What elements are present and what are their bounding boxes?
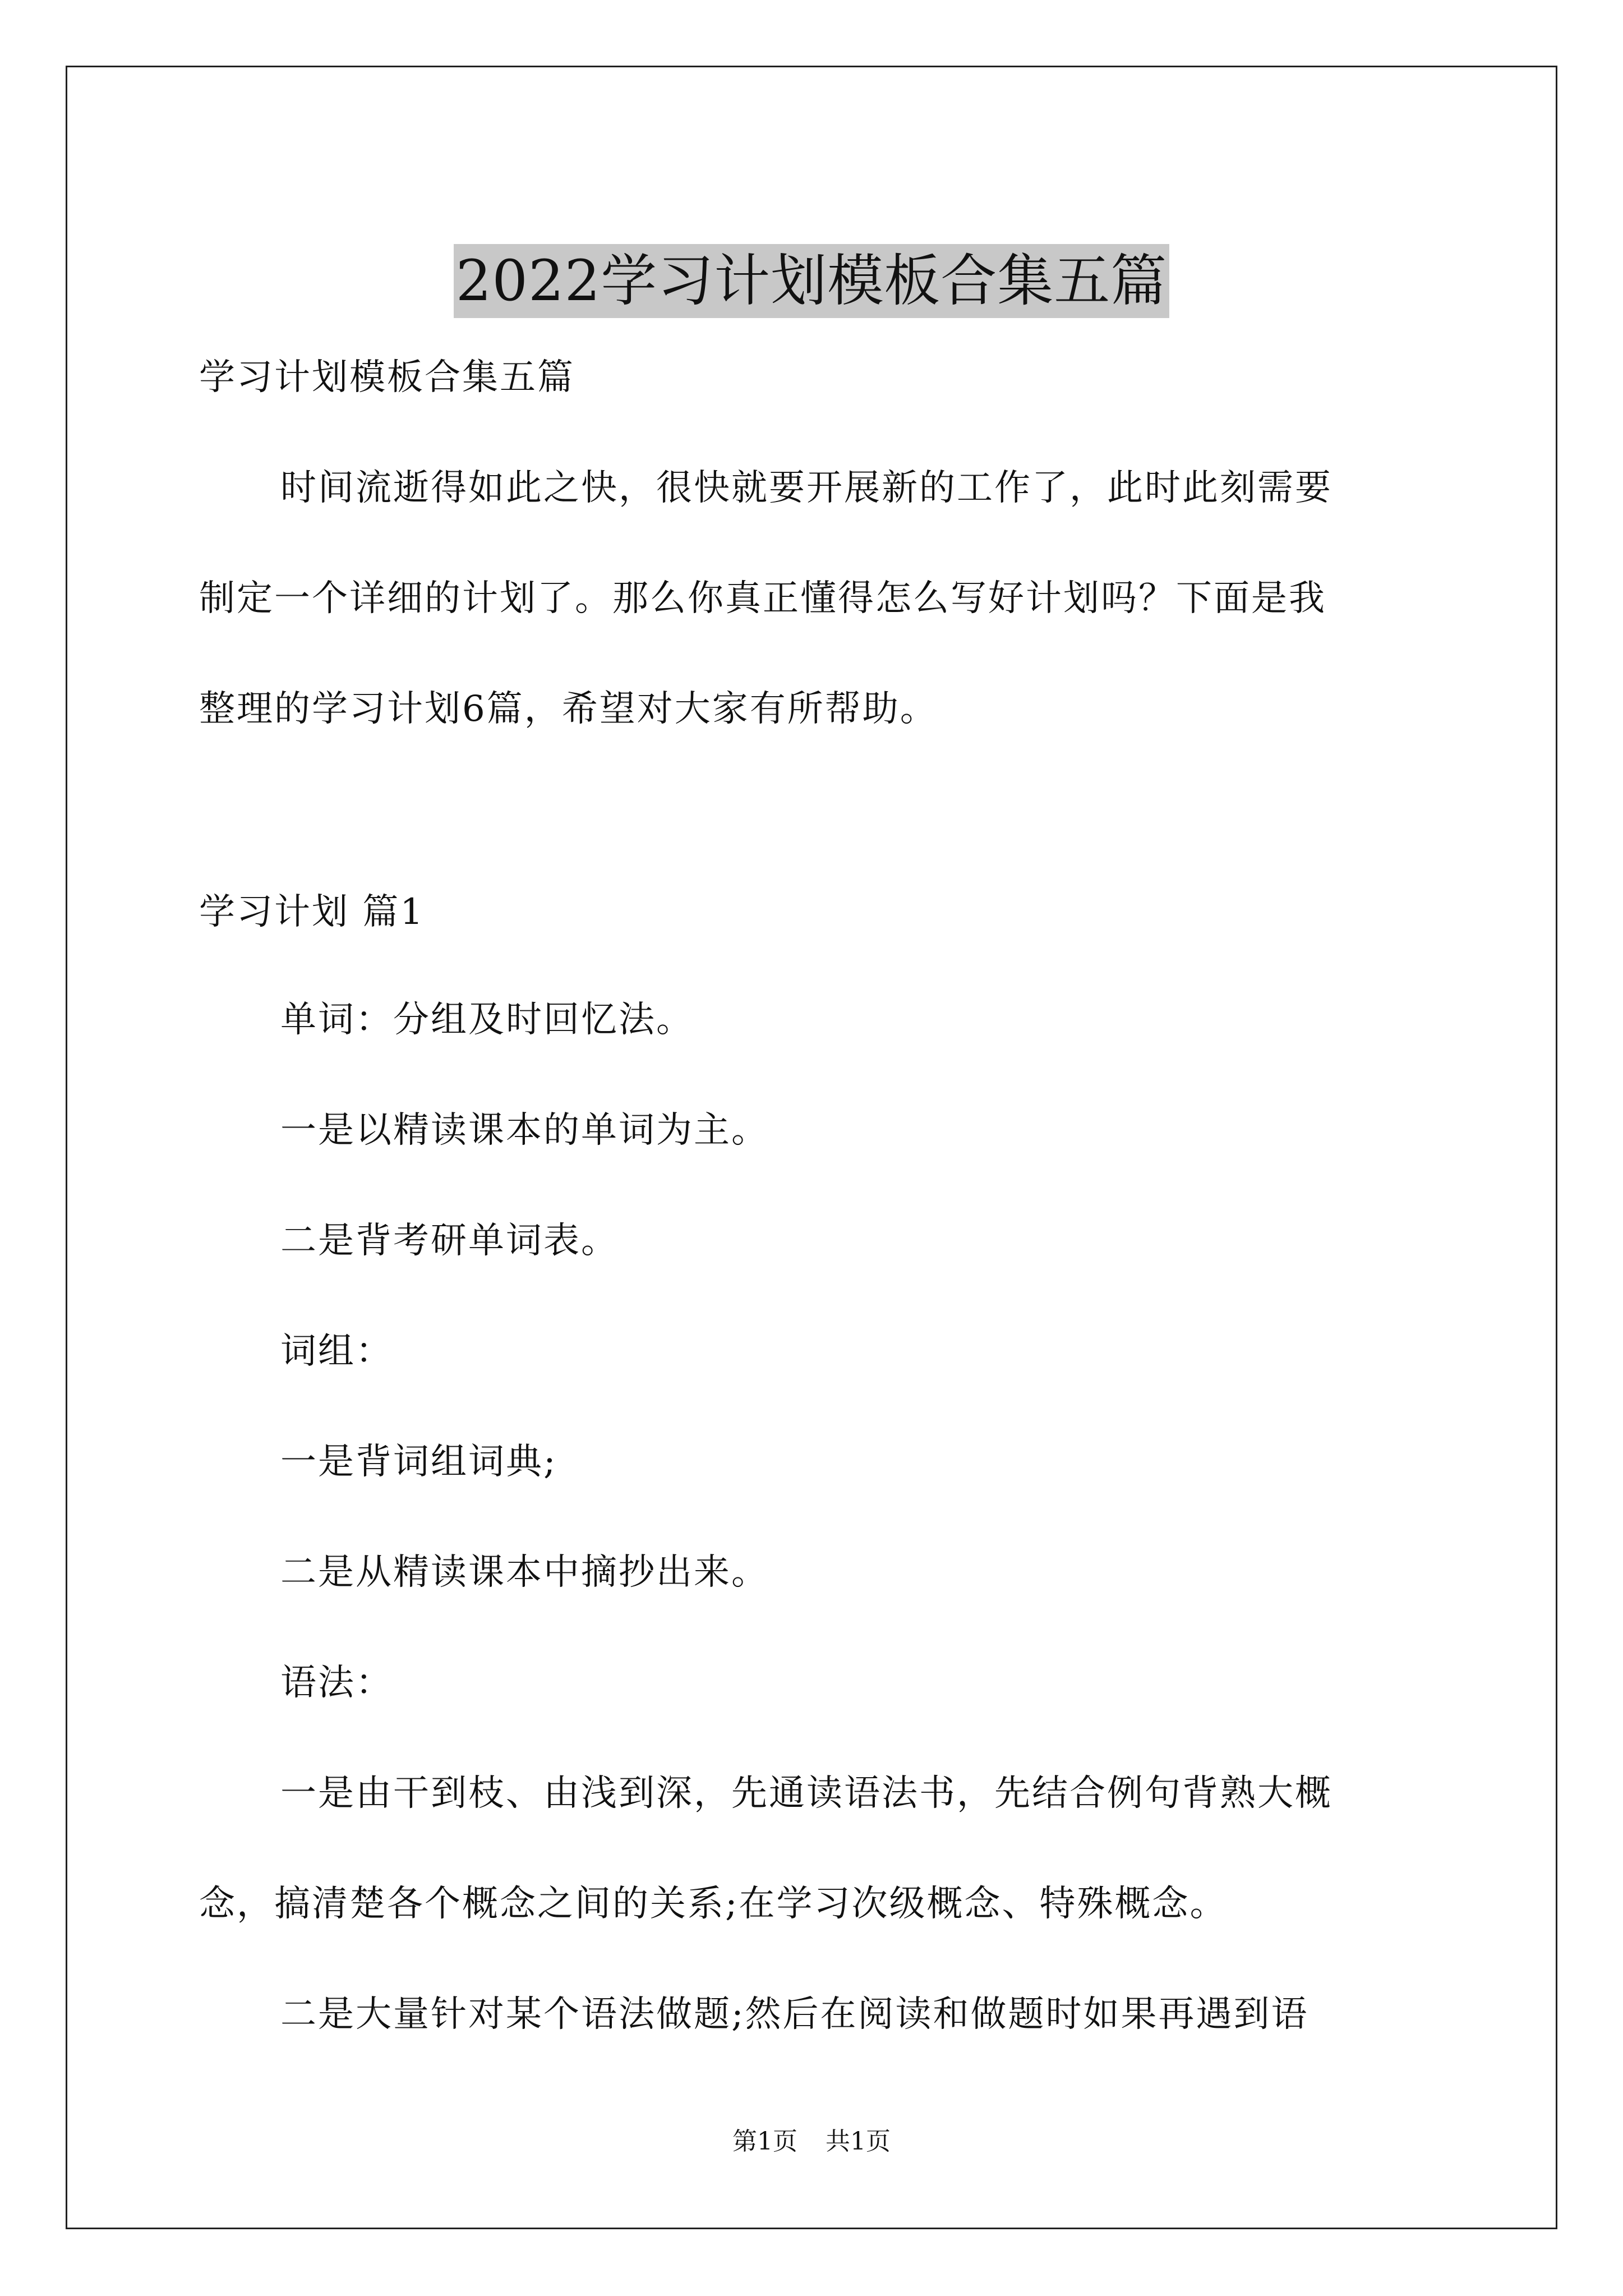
section-line-7: 语法： (280, 1662, 393, 1704)
section-line-10: 二是大量针对某个语法做题;然后在阅读和做题时如果再遇到语 (280, 1994, 1309, 2035)
section-heading: 学习计划 篇1 (199, 891, 425, 933)
section-line-6: 二是从精读课本中摘抄出来。 (280, 1552, 769, 1593)
section-line-3: 二是背考研单词表。 (280, 1220, 619, 1262)
intro-line-3: 整理的学习计划6篇，希望对大家有所帮助。 (199, 688, 938, 730)
page-total: 共1页 (826, 2127, 891, 2156)
document-subtitle: 学习计划模板合集五篇 (199, 357, 575, 398)
section-line-9: 念，搞清楚各个概念之间的关系;在学习次级概念、特殊概念。 (199, 1883, 1228, 1925)
intro-line-2: 制定一个详细的计划了。那么你真正懂得怎么写好计划吗？下面是我 (199, 578, 1326, 619)
document-title: 2022学习计划模板合集五篇 (454, 244, 1170, 318)
section-line-4: 词组： (280, 1331, 393, 1372)
section-line-5: 一是背词组词典; (280, 1441, 557, 1483)
section-line-2: 一是以精读课本的单词为主。 (280, 1110, 769, 1151)
page-footer (0, 2125, 1623, 2159)
page-number: 第1页 (732, 2127, 797, 2156)
intro-line-1: 时间流逝得如此之快，很快就要开展新的工作了，此时此刻需要 (280, 467, 1332, 509)
section-line-1: 单词：分组及时回忆法。 (280, 999, 694, 1041)
section-line-8: 一是由干到枝、由浅到深，先通读语法书，先结合例句背熟大概 (280, 1773, 1332, 1814)
